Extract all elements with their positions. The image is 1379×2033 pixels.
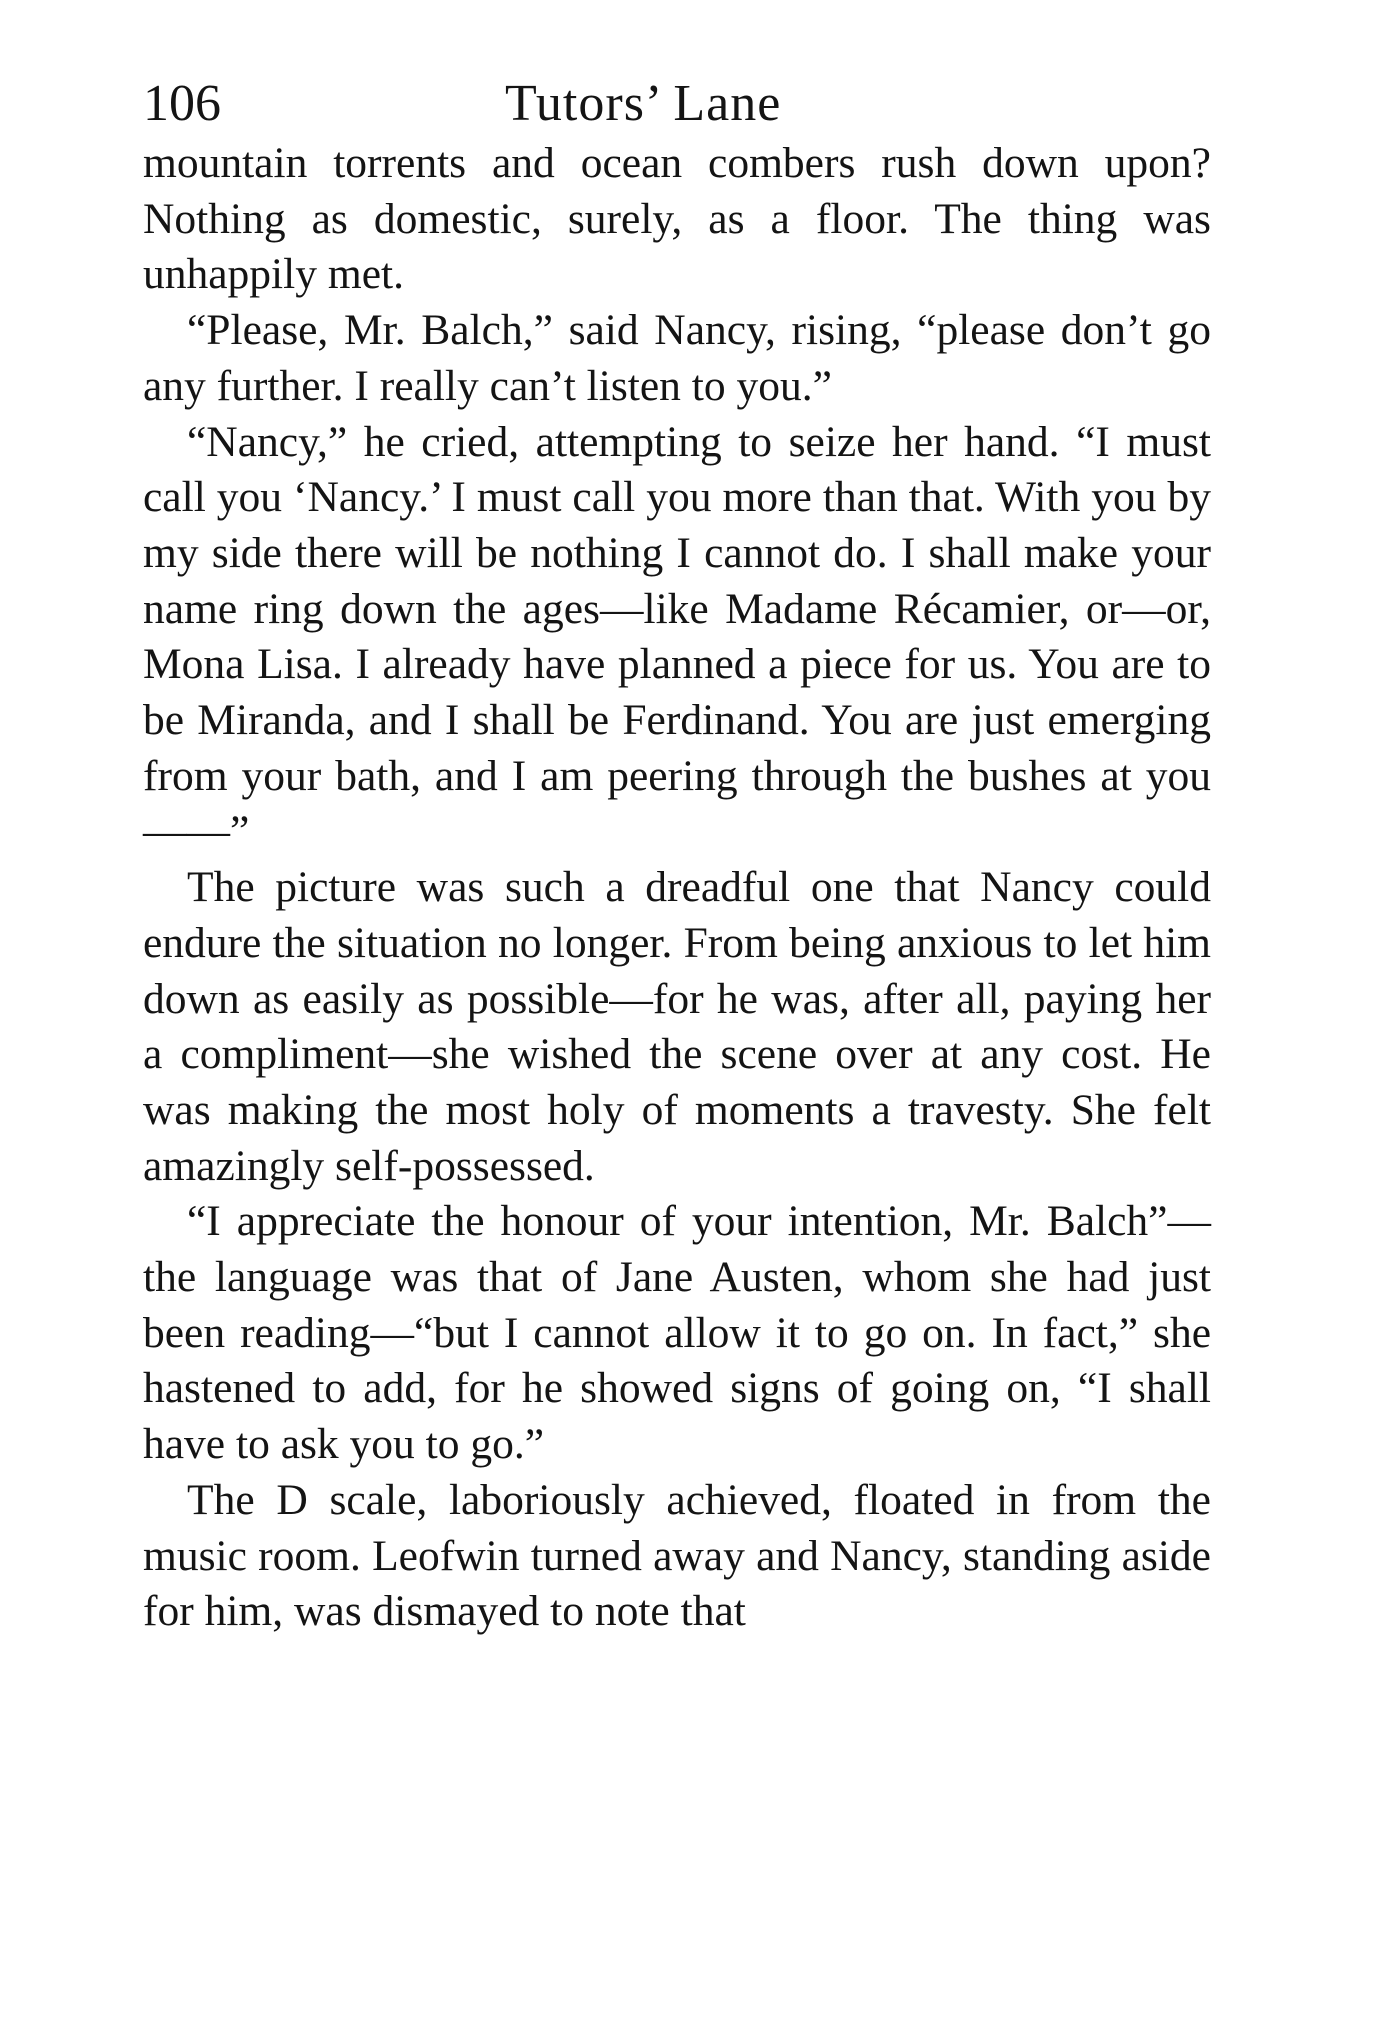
paragraph: “Please, Mr. Balch,” said Nancy, rising, “please don’t go any further. I really can’t listen to you.”: [143, 306, 1211, 410]
paragraph: “I appreciate the honour of your intention, Mr. Balch”—the language was that of Jane Austen, whom she had just been reading—“but I cannot allow it to go on. In fact,” she hastened to add, for he showed signs of going on, “I shall have to ask you to go.”: [143, 1197, 1211, 1469]
paragraph-continued: mountain torrents and ocean combers rush down upon? Nothing as domestic, surely, as a floor. The thing was unhappily met.: [143, 139, 1211, 299]
running-title: Tutors’ Lane: [505, 75, 782, 132]
paragraph: “Nancy,” he cried, attempting to seize her hand. “I must call you ‘Nancy.’ I must call you more than that. With you by my side there will be nothing I cannot do. I shall make your name ring down the ages—like Madame Récamier, or—or, Mona Lisa. I already have planned a piece for us. You are to be Miranda, and I shall be Ferdinand. You are just emerging from your bath, and I am peering through the bushes at you——”: [143, 417, 1211, 856]
book-page: [143, 68, 1211, 1640]
page-number: 106: [143, 75, 221, 132]
paragraph: The D scale, laboriously achieved, floated in from the music room. Leofwin turned away and Nancy, standing aside for him, was dismayed to note that: [143, 1475, 1211, 1636]
body-text: [143, 136, 1211, 1640]
page-header: [143, 68, 1211, 140]
paragraph: The picture was such a dreadful one that Nancy could endure the situation no longer. From being anxious to let him down as easily as possible—for he was, after all, paying her a compliment—she wished the scene over at any cost. He was making the most holy of moments a travesty. She felt amazingly self-possessed.: [143, 863, 1211, 1190]
